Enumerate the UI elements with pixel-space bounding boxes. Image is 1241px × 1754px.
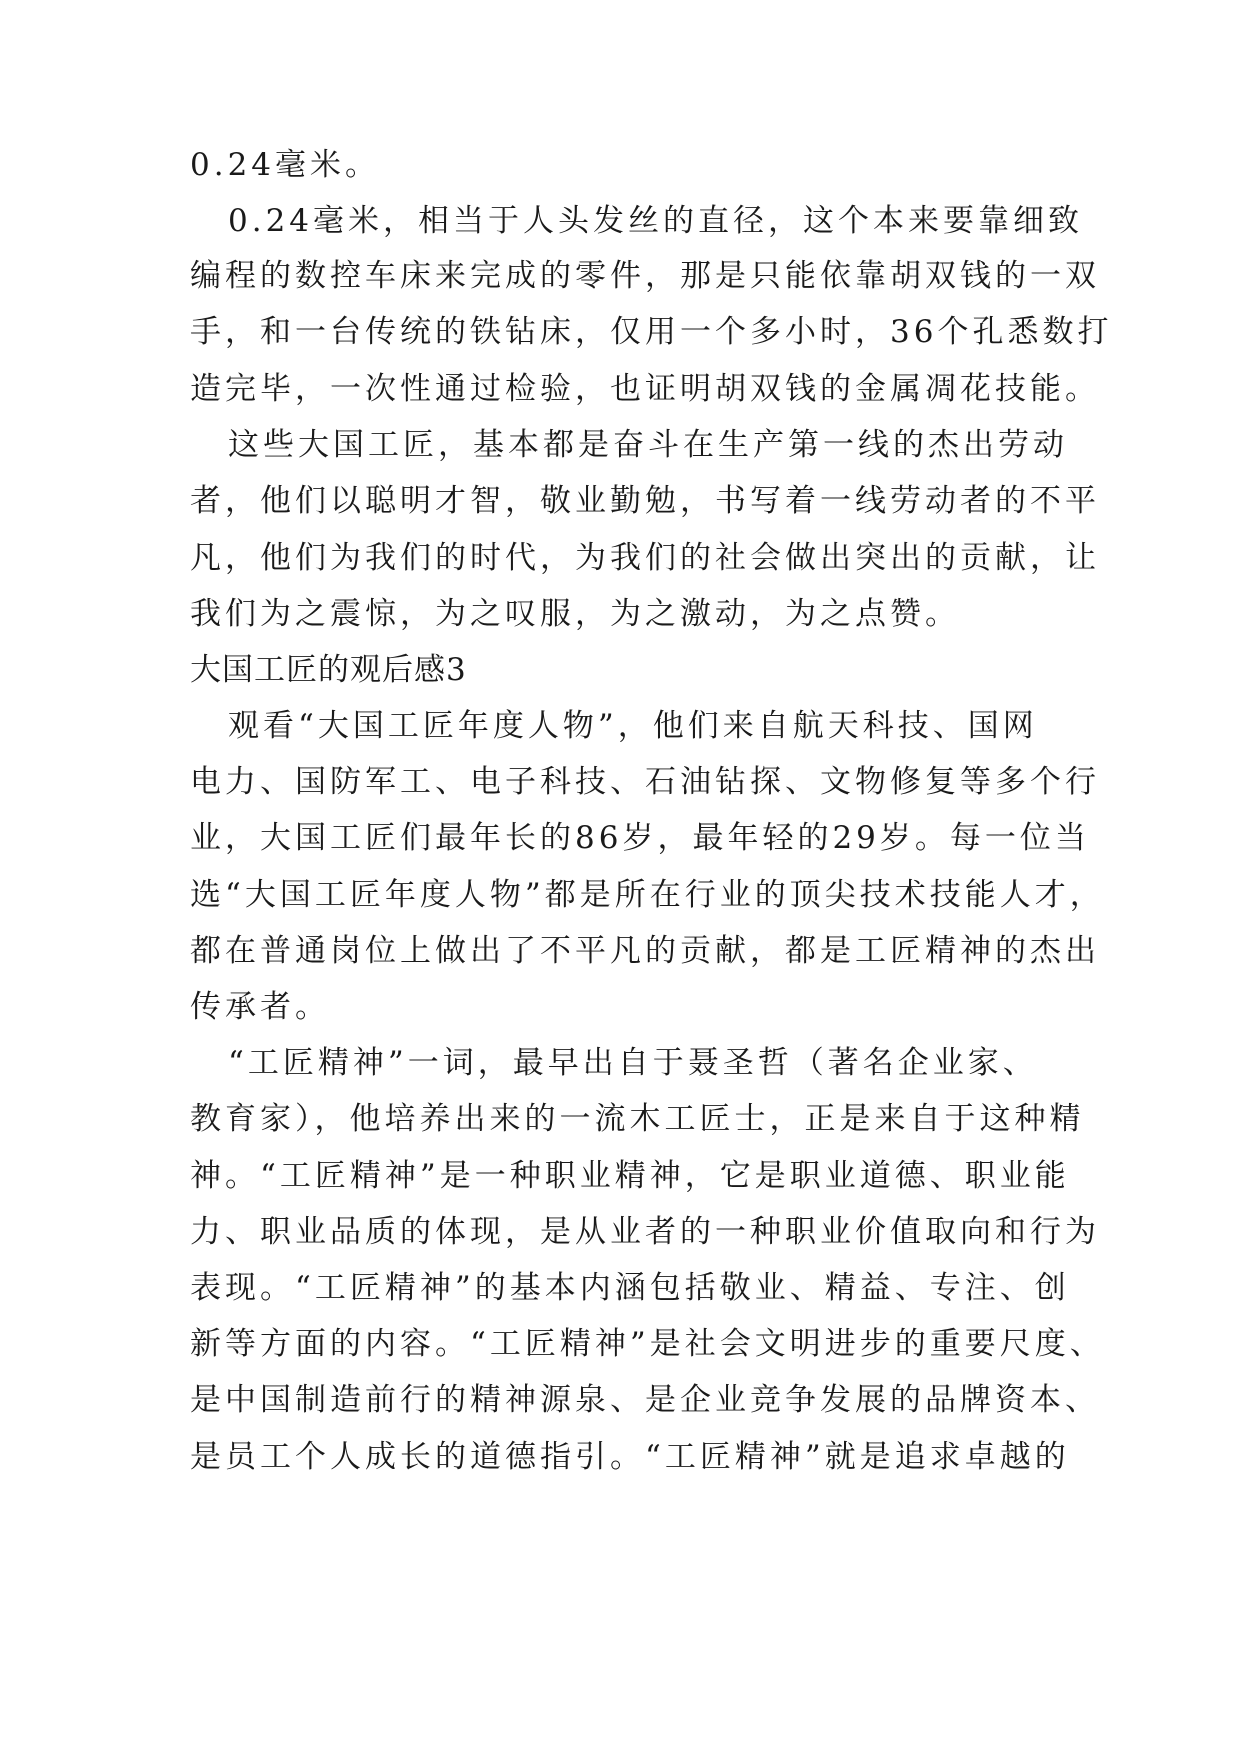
text-line: 编程的数控车床来完成的零件，那是只能依靠胡双钱的一双 [190, 258, 1100, 294]
text-line: 业，大国工匠们最年长的86岁，最年轻的29岁。每一位当 [190, 820, 1090, 856]
text-line: 观看“大国工匠年度人物”，他们来自航天科技、国网 [228, 708, 1038, 744]
text-line: “工匠精神”一词，最早出自于聂圣哲（著名企业家、 [228, 1045, 1038, 1081]
text-line: 是中国制造前行的精神源泉、是企业竞争发展的品牌资本、 [190, 1382, 1100, 1418]
text-line: 表现。“工匠精神”的基本内涵包括敬业、精益、专注、创 [190, 1270, 1070, 1306]
text-line: 选“大国工匠年度人物”都是所在行业的顶尖技术技能人才， [190, 877, 1105, 913]
text-line: 力、职业品质的体现，是从业者的一种职业价值取向和行为 [190, 1214, 1100, 1250]
text-line: 是员工个人成长的道德指引。“工匠精神”就是追求卓越的 [190, 1439, 1070, 1475]
text-line: 0.24毫米。 [190, 147, 381, 183]
text-line: 者，他们以聪明才智，敬业勤勉，书写着一线劳动者的不平 [190, 483, 1100, 519]
text-line: 这些大国工匠，基本都是奋斗在生产第一线的杰出劳动 [228, 427, 1068, 463]
text-line: 造完毕，一次性通过检验，也证明胡双钱的金属凋花技能。 [190, 371, 1100, 407]
text-line: 电力、国防军工、电子科技、石油钻探、文物修复等多个行 [190, 764, 1100, 800]
section-heading: 大国工匠的观后感3 [190, 652, 467, 688]
text-line: 新等方面的内容。“工匠精神”是社会文明进步的重要尺度、 [190, 1326, 1105, 1362]
text-line: 传承者。 [190, 989, 330, 1025]
text-line: 手，和一台传统的铁钻床，仅用一个多小时，36个孔悉数打 [190, 314, 1113, 350]
text-line: 都在普通岗位上做出了不平凡的贡献，都是工匠精神的杰出 [190, 933, 1100, 969]
text-line: 教育家），他培养出来的一流木工匠士，正是来自于这种精 [190, 1101, 1085, 1137]
text-line: 我们为之震惊，为之叹服，为之激动，为之点赞。 [190, 596, 960, 632]
text-line: 0.24毫米，相当于人头发丝的直径，这个本来要靠细致 [228, 203, 1084, 239]
text-line: 神。“工匠精神”是一种职业精神，它是职业道德、职业能 [190, 1158, 1070, 1194]
text-line: 凡，他们为我们的时代，为我们的社会做出突出的贡献，让 [190, 540, 1100, 576]
